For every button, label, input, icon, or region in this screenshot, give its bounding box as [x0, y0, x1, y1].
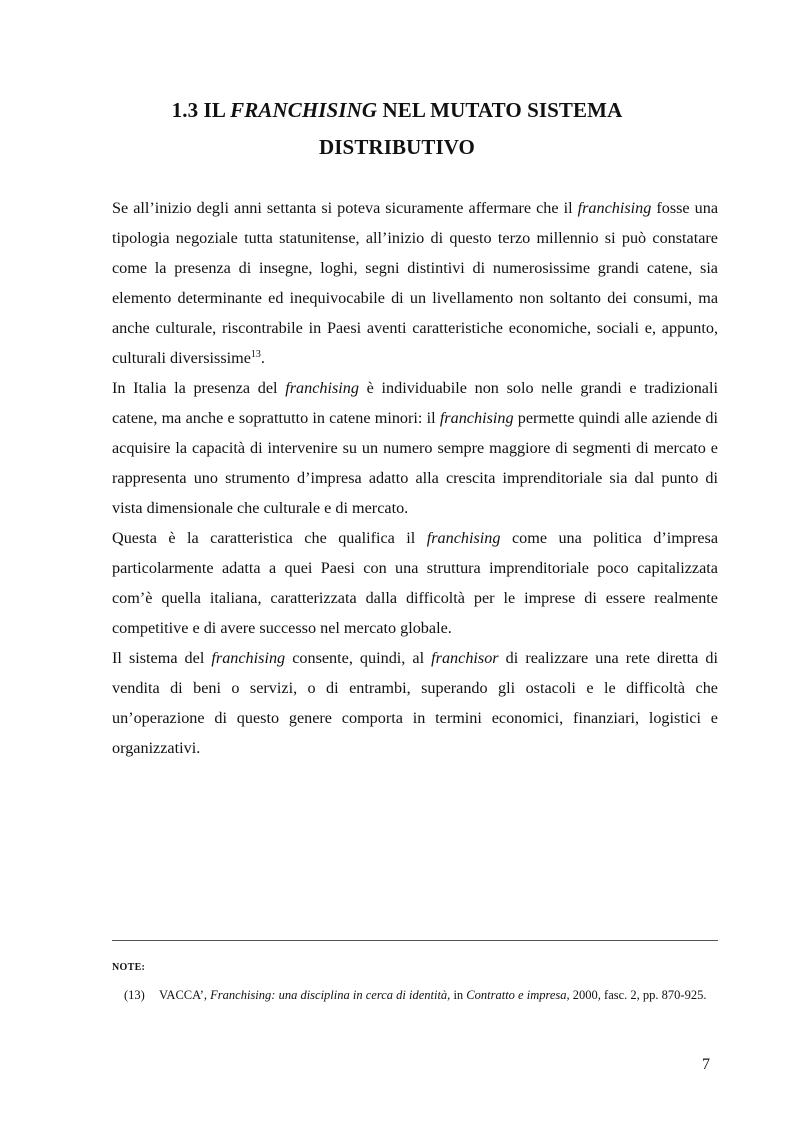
footnote-journal: Contratto e impresa, — [466, 988, 570, 1002]
title-suffix: NEL MUTATO SISTEMA — [377, 98, 623, 122]
paragraph-3-text-2: come una politica d’impresa particolarmente adatta a quei Paesi con una struttura imprenditoriale poco capitalizzata com’è quella italiana, caratterizzata dalla difficoltà per le imprese di essere realmente competitive e di avere successo nel mercato globale. — [112, 529, 719, 637]
title-line2: DISTRIBUTIVO — [319, 135, 475, 159]
paragraph-4-text-3: di realizzare una rete diretta di vendita di beni o servizi, o di entrambi, superando gli ostacoli e le difficoltà che un’operazione di questo genere comporta in termini economici, finanziari, logistici e organizzativi. — [112, 649, 719, 757]
footnote-divider — [112, 940, 718, 941]
paragraph-3 — [112, 523, 718, 643]
footnote-mid: in — [450, 988, 467, 1002]
paragraph-4-italic-1: franchising — [211, 649, 286, 667]
footnote-rest: 2000, fasc. 2, pp. 870-925. — [569, 988, 707, 1002]
paragraph-3-italic-1: franchising — [426, 529, 501, 547]
paragraph-2 — [112, 373, 718, 523]
paragraph-4-italic-2: franchisor — [431, 649, 499, 667]
paragraph-1 — [112, 193, 718, 373]
body-text — [112, 193, 718, 763]
paragraph-1-text-2: fosse una tipologia negoziale tutta statunitense, all’inizio di questo terzo millennio si può constatare come la presenza di insegne, loghi, segni distintivi di numerosissime grandi catene, sia elemento determinante ed inequivocabile di un livellamento non soltanto dei consumi, ma anche culturale, riscontrabile in Paesi aventi caratteristiche economiche, sociali e, appunto, culturali diversissime — [112, 199, 718, 367]
paragraph-2-text-1: In Italia la presenza del — [112, 379, 286, 397]
section-title — [112, 92, 682, 166]
paragraph-4-text-2: consente, quindi, al — [285, 649, 432, 667]
paragraph-1-text-3: . — [260, 349, 265, 367]
title-italic: FRANCHISING — [230, 98, 378, 122]
paragraph-1-italic-1: franchising — [577, 199, 652, 217]
page-number: 7 — [702, 1056, 710, 1073]
paragraph-3-text-1: Questa è la caratteristica che qualifica il — [112, 529, 427, 547]
paragraph-2-italic-1: franchising — [285, 379, 359, 397]
footnote-reference[interactable]: 13 — [250, 349, 261, 360]
title-prefix: 1.3 IL — [171, 98, 231, 122]
footnote-author: VACCA’, — [159, 988, 211, 1002]
paragraph-2-text-2: è individuabile non solo nelle grandi e tradizionali catene, ma anche e soprattutto in catene minori: il — [112, 379, 718, 427]
paragraph-1-text-1: Se all’inizio degli anni settanta si poteva sicuramente affermare che il — [112, 199, 578, 217]
footnote-title: Franchising: una disciplina in cerca di identità, — [210, 988, 451, 1002]
notes-label: NOTE: — [112, 962, 146, 973]
footnote-13 — [124, 984, 718, 1006]
footnote-number: (13) — [124, 988, 145, 1002]
paragraph-4-text-1: Il sistema del — [112, 649, 212, 667]
paragraph-2-text-3: permette quindi alle aziende di acquisire la capacità di intervenire su un numero sempre maggiore di segmenti di mercato e rappresenta uno strumento d’impresa adatto alla crescita imprenditoriale sia dal punto di vista dimensionale che culturale e di mercato. — [112, 409, 718, 517]
paragraph-2-italic-2: franchising — [439, 409, 514, 427]
paragraph-4 — [112, 643, 718, 763]
